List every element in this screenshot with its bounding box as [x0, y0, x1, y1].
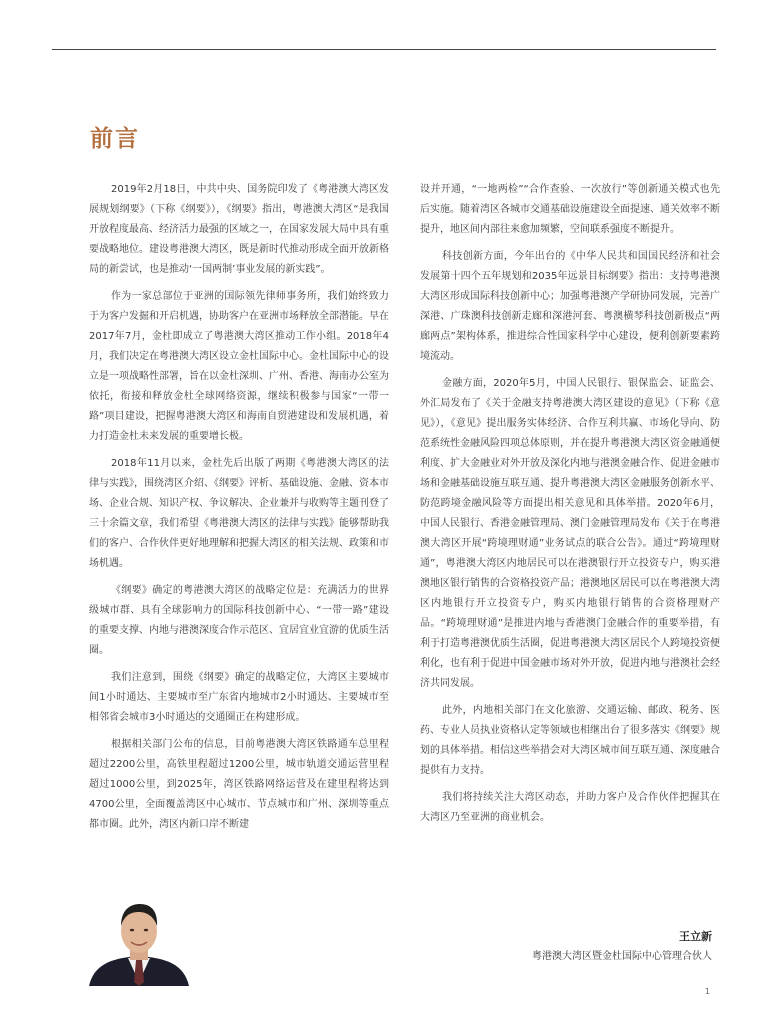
text-column-right — [420, 180, 720, 835]
page-title: 前言 — [90, 126, 140, 152]
paragraph: 金融方面，2020年5月，中国人民银行、银保监会、证监会、外汇局发布了《关于金融支持粤港澳大湾区建设的意见》（下称《意见》），《意见》提出服务实体经济、合作互利共赢、市场化导向、防范系统性金融风险四项总体原则，并在提升粤港澳大湾区资金融通便利度、扩大金融业对外开放及深化内地与港澳金融合作、促进金融市场和金融基础设施互联互通、提升粤港澳大湾区金融服务创新水平、防范跨境金融风险等方面提出相关意见和具体举措。2020年6月，中国人民银行、香港金融管理局、澳门金融管理局发布《关于在粤港澳大湾区开展“跨境理财通”业务试点的联合公告》。通过“跨境理财通”，粤港澳大湾区内地居民可以在港澳银行开立投资专户，购买港澳地区银行销售的合资格投资产品；港澳地区居民可以在粤港澳大湾区内地银行开立投资专户，购买内地银行销售的合资格理财产品。“跨境理财通”是推进内地与香港澳门金融合作的重要举措，有利于打造粤港澳优质生活圈，促进粤港澳大湾区居民个人跨境投资便利化，也有利于促进中国金融市场对外开放，促进内地与港澳社会经济共同发展。 — [420, 378, 720, 689]
paragraph: 我们注意到，围绕《纲要》确定的战略定位，大湾区主要城市间1小时通达、主要城市至广东省内地城市2小时通达、主要城市至相邻省会城市3小时通达的交通圈正在构建形成。 — [89, 672, 389, 723]
paragraph: 科技创新方面，今年出台的《中华人民共和国国民经济和社会发展第十四个五年规划和2035年远景目标纲要》指出：支持粤港澳大湾区形成国际科技创新中心；加强粤港澳产学研协同发展，完善广深港、广珠澳科技创新走廊和深港河套、粤澳横琴科技创新极点“两廊两点”架构体系，推进综合性国家科学中心建设，便利创新要素跨境流动。 — [420, 251, 720, 362]
signature-role: 粤港澳大湾区暨金杜国际中心管理合伙人 — [532, 951, 712, 962]
paragraph: 我们将持续关注大湾区动态，并助力客户及合作伙伴把握其在大湾区乃至亚洲的商业机会。 — [420, 792, 720, 823]
page-number: 1 — [704, 987, 710, 996]
paragraph: 根据相关部门公布的信息，目前粤港澳大湾区铁路通车总里程超过2200公里，高铁里程超过1200公里，城市轨道交通运营里程超过1000公里，到2025年，湾区铁路网络运营及在建里程将达到4700公里，全面覆盖湾区中心城市、节点城市和广州、深圳等重点都市圈。此外，湾区内新口岸不断建 — [89, 739, 389, 830]
paragraph: 此外，内地相关部门在文化旅游、交通运输、邮政、税务、医药、专业人员执业资格认定等领域也相继出台了很多落实《纲要》规划的具体举措。相信这些举措会对大湾区城市间互联互通、深度融合提供有力支持。 — [420, 705, 720, 776]
signature-name: 王立新 — [679, 930, 712, 943]
paragraph: 作为一家总部位于亚洲的国际领先律师事务所，我们始终致力于为客户发掘和开启机遇，协助客户在亚洲市场释放全部潜能。早在2017年7月，金杜即成立了粤港澳大湾区推动工作小组。2018年4月，我们决定在粤港澳大湾区设立金杜国际中心。金杜国际中心的设立是一项战略性部署，旨在以金杜深圳、广州、香港、海南办公室为依托，衔接和释放金杜全球网络资源，继续积极参与国家“一带一路”项目建设，把握粤港澳大湾区和海南自贸港建设和发展机遇，着力打造金杜未来发展的重要增长极。 — [89, 291, 389, 442]
paragraph: 《纲要》确定的粤港澳大湾区的战略定位是：充满活力的世界级城市群、具有全球影响力的国际科技创新中心、“一带一路”建设的重要支撑、内地与港澳深度合作示范区、宜居宜业宜游的优质生活圈。 — [89, 585, 389, 656]
header-rule — [52, 49, 716, 50]
paragraph: 2019年2月18日，中共中央、国务院印发了《粤港澳大湾区发展规划纲要》（下称《纲要》），《纲要》指出，粤港澳大湾区“是我国开放程度最高、经济活力最强的区域之一，在国家发展大局中具有重要战略地位。建设粤港澳大湾区，既是新时代推动形成全面开放新格局的新尝试，也是推动‘一国两制’事业发展的新实践”。 — [89, 184, 389, 275]
person-photo-icon — [84, 898, 194, 986]
paragraph: 2018年11月以来，金杜先后出版了两期《粤港澳大湾区的法律与实践》，围绕湾区介绍、《纲要》评析、基础设施、金融、资本市场、企业合规、知识产权、争议解决、企业兼并与收购等主题刊登了三十余篇文章，我们希望《粤港澳大湾区的法律与实践》能够帮助我们的客户、合作伙伴更好地理解和把握大湾区的相关法规、政策和市场机遇。 — [89, 458, 389, 569]
author-portrait — [84, 898, 194, 986]
text-column-left — [89, 180, 389, 842]
paragraph: 设并开通，“一地两检”“合作查验、一次放行”等创新通关模式也先后实施。随着湾区各城市交通基础设施建设全面提速、通关效率不断提升，地区间内部往来愈加频繁，空间联系强度不断提升。 — [420, 184, 720, 235]
